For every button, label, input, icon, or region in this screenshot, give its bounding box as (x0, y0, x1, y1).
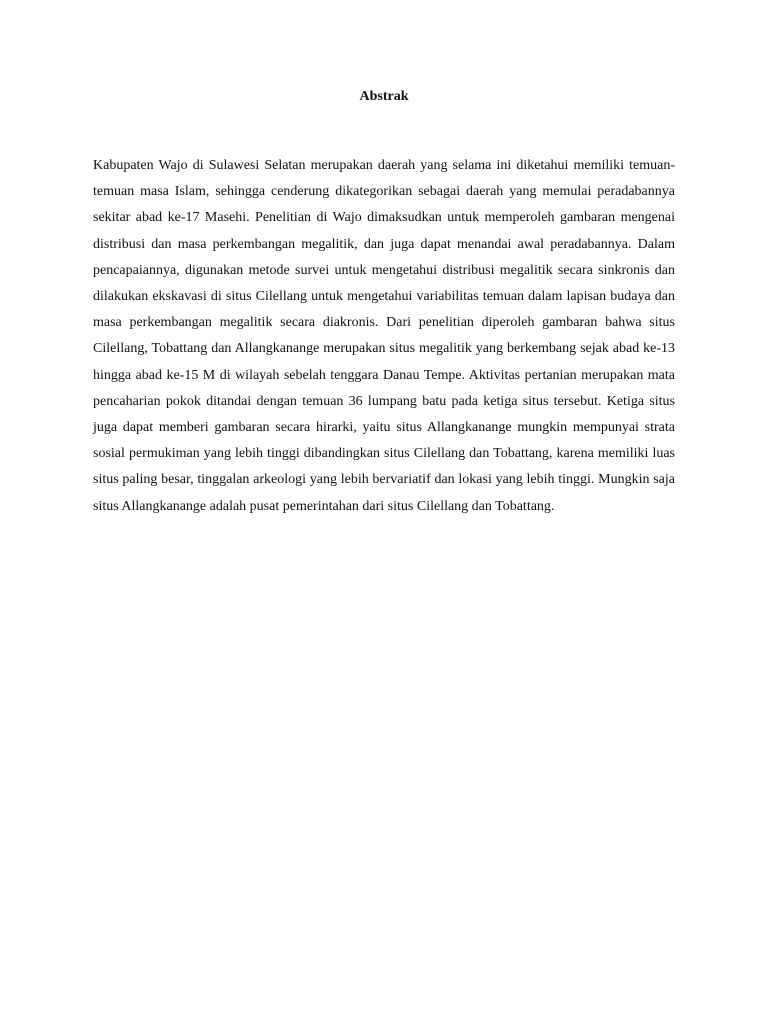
abstract-title: Abstrak (359, 89, 409, 104)
abstract-paragraph: Kabupaten Wajo di Sulawesi Selatan merupakan daerah yang selama ini diketahui memiliki temuan-temuan masa Islam, sehingga cenderung dikategorikan sebagai daerah yang memulai peradabannya sekitar abad ke-17 Masehi. Penelitian di Wajo dimaksudkan untuk memperoleh gambaran mengenai distribusi dan masa perkembangan megalitik, dan juga dapat menandai awal peradabannya. Dalam pencapaiannya, digunakan metode survei untuk mengetahui distribusi megalitik secara sinkronis dan dilakukan ekskavasi di situs Cilellang untuk mengetahui variabilitas temuan dalam lapisan budaya dan masa perkembangan megalitik secara diakronis. Dari penelitian diperoleh gambaran bahwa situs Cilellang, Tobattang dan Allangkanange merupakan situs megalitik yang berkembang sejak abad ke-13 hingga abad ke-15 M di wilayah sebelah tenggara Danau Tempe. Aktivitas pertanian merupakan mata pencaharian pokok ditandai dengan temuan 36 lumpang batu pada ketiga situs tersebut. Ketiga situs juga dapat memberi gambaran secara hirarki, yaitu situs Allangkanange mungkin mempunyai strata sosial permukiman yang lebih tinggi dibandingkan situs Cilellang dan Tobattang, karena memiliki luas situs paling besar, tinggalan arkeologi yang lebih bervariatif dan lokasi yang lebih tinggi. Mungkin saja situs Allangkanange adalah pusat pemerintahan dari situs Cilellang dan Tobattang. (93, 158, 675, 514)
